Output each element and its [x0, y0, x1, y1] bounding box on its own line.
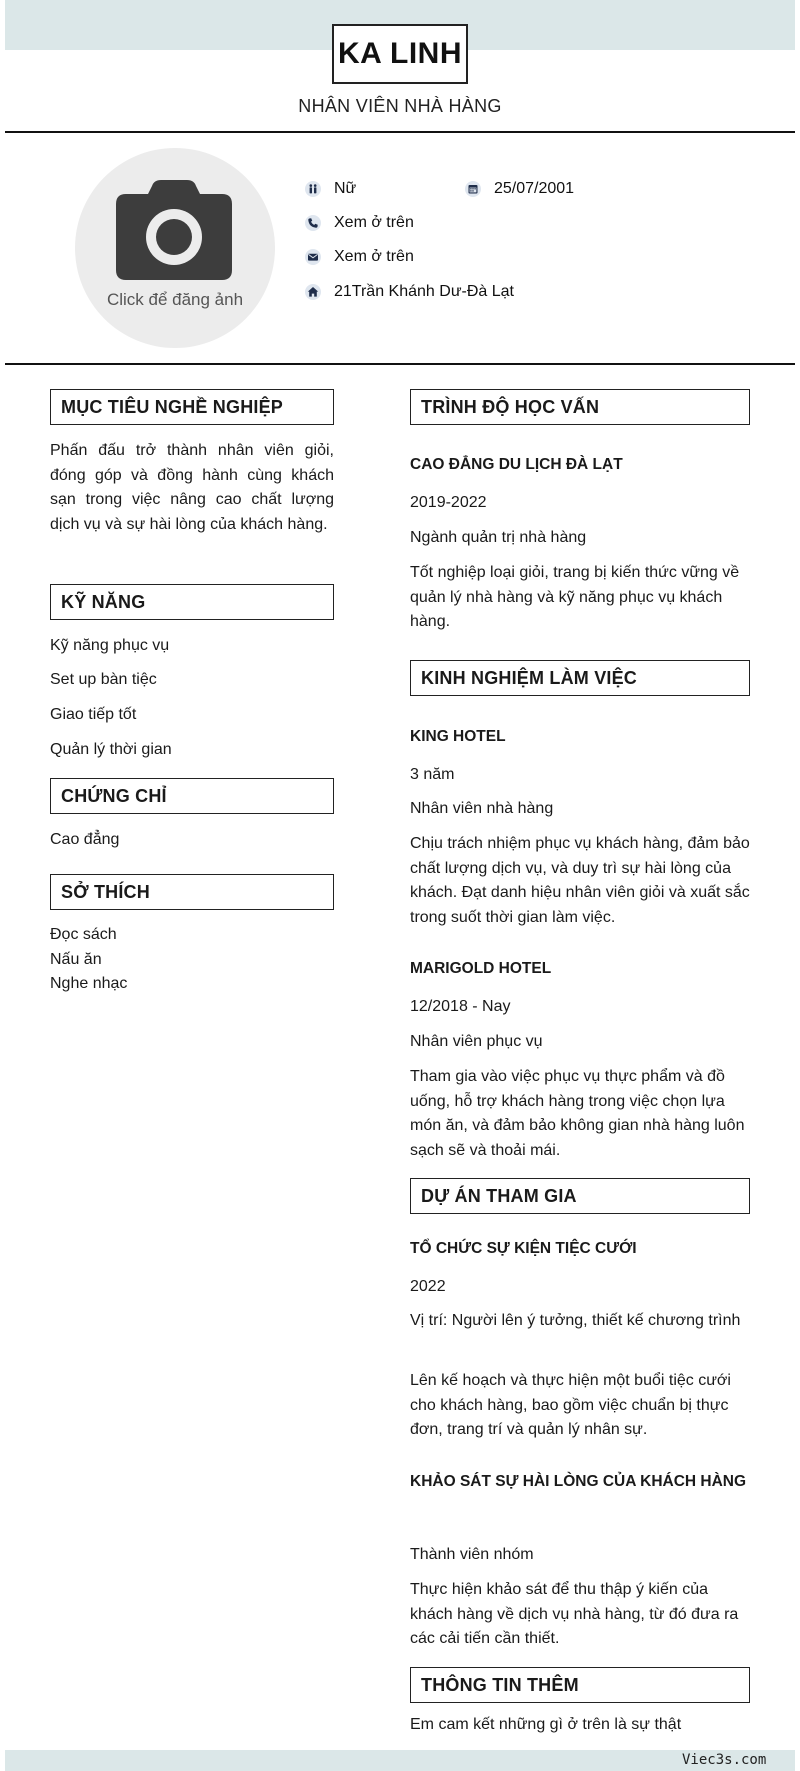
education-description: Tốt nghiệp loại giỏi, trang bị kiến thức vững về quản lý nhà hàng và kỹ năng phục vụ khách hàng.: [410, 564, 740, 630]
camera-icon[interactable]: [114, 178, 234, 282]
address-info: [305, 283, 514, 301]
education-period: 2019-2022: [410, 494, 487, 511]
footer-band: [5, 1750, 795, 1771]
calendar-icon: [465, 181, 481, 197]
address-value: 21Trần Khánh Dư-Đà Lạt: [334, 283, 514, 300]
name-box: [332, 24, 468, 84]
project-description: Lên kế hoạch và thực hiện một buổi tiệc cưới cho khách hàng, bao gồm việc chuẩn bị thực đơn, trang trí và quản lý nhân sự.: [410, 1372, 731, 1438]
home-icon: [305, 284, 321, 300]
phone-value: Xem ở trên: [334, 214, 414, 231]
education-school: CAO ĐẲNG DU LỊCH ĐÀ LẠT: [410, 456, 623, 473]
experience-position: Nhân viên phục vụ: [410, 1033, 543, 1050]
photo-caption[interactable]: Click để đăng ảnh: [106, 290, 244, 309]
project-role: Vị trí: Người lên ý tưởng, thiết kế chương trình: [410, 1312, 741, 1329]
email-info: [305, 248, 414, 266]
candidate-name: KA LINH: [337, 37, 463, 70]
experience-period: 3 năm: [410, 766, 455, 783]
skill-item: Giao tiếp tốt: [50, 706, 137, 723]
project-period: 2022: [410, 1278, 446, 1295]
additional-text: Em cam kết những gì ở trên là sự thật: [410, 1716, 682, 1733]
experience-description: Chịu trách nhiệm phục vụ khách hàng, đảm bảo chất lượng dịch vụ, và duy trì sự hài lòng của khách. Đạt danh hiệu nhân viên giỏi và xuất sắc trong suốt thời gian làm việc.: [410, 835, 750, 926]
phone-info: [305, 214, 414, 232]
cv-page: [5, 0, 795, 1771]
birthday-value: 25/07/2001: [494, 180, 575, 197]
education-major: Ngành quản trị nhà hàng: [410, 529, 587, 546]
skills-heading: KỸ NĂNG: [50, 584, 334, 620]
hobby-item: Nấu ăn: [50, 951, 102, 968]
gender-value: Nữ: [334, 180, 357, 197]
project-name: TỔ CHỨC SỰ KIỆN TIỆC CƯỚI: [410, 1240, 637, 1257]
projects-heading: DỰ ÁN THAM GIA: [410, 1178, 750, 1214]
experience-period: 12/2018 - Nay: [410, 998, 511, 1015]
objective-heading: MỤC TIÊU NGHỀ NGHIỆP: [50, 389, 334, 425]
hobby-item: Nghe nhạc: [50, 975, 128, 992]
experience-company: KING HOTEL: [410, 728, 506, 745]
objective-text: Phấn đấu trở thành nhân viên giỏi, đóng góp và đồng hành cùng khách sạn trong việc nâng cao chất lượng dịch vụ và sự hài lòng của khách hàng.: [50, 442, 334, 533]
education-heading: TRÌNH ĐỘ HỌC VẤN: [410, 389, 750, 425]
experience-description: Tham gia vào việc phục vụ thực phẩm và đồ uống, hỗ trợ khách hàng trong việc chọn lựa món ăn, và đảm bảo không gian nhà hàng luôn sạch sẽ và thoải mái.: [410, 1068, 745, 1159]
mail-icon: [305, 249, 321, 265]
phone-icon: [305, 215, 321, 231]
info-divider: [5, 363, 795, 365]
experience-position: Nhân viên nhà hàng: [410, 800, 554, 817]
watermark: Viec3s.com: [682, 1752, 767, 1768]
skill-item: Set up bàn tiệc: [50, 671, 157, 688]
birthday-info: [465, 180, 574, 198]
additional-heading: THÔNG TIN THÊM: [410, 1667, 750, 1703]
certificate-item: Cao đẳng: [50, 831, 120, 848]
skill-item: Kỹ năng phục vụ: [50, 637, 170, 654]
project-description: Thực hiện khảo sát để thu thập ý kiến của khách hàng về dịch vụ nhà hàng, từ đó đưa ra các cải tiến cần thiết.: [410, 1581, 739, 1647]
experience-company: MARIGOLD HOTEL: [410, 960, 552, 977]
skill-item: Quản lý thời gian: [50, 741, 172, 758]
gender-info: [305, 180, 356, 198]
project-name: KHẢO SÁT SỰ HÀI LÒNG CỦA KHÁCH HÀNG: [410, 1473, 747, 1490]
email-value: Xem ở trên: [334, 248, 414, 265]
certificates-heading: CHỨNG CHỈ: [50, 778, 334, 814]
hobbies-heading: SỞ THÍCH: [50, 874, 334, 910]
project-role: Thành viên nhóm: [410, 1546, 534, 1563]
gender-icon: [305, 181, 321, 197]
job-title: NHÂN VIÊN NHÀ HÀNG: [298, 96, 502, 116]
hobby-item: Đọc sách: [50, 926, 117, 943]
experience-heading: KINH NGHIỆM LÀM VIỆC: [410, 660, 750, 696]
header-divider: [5, 131, 795, 133]
